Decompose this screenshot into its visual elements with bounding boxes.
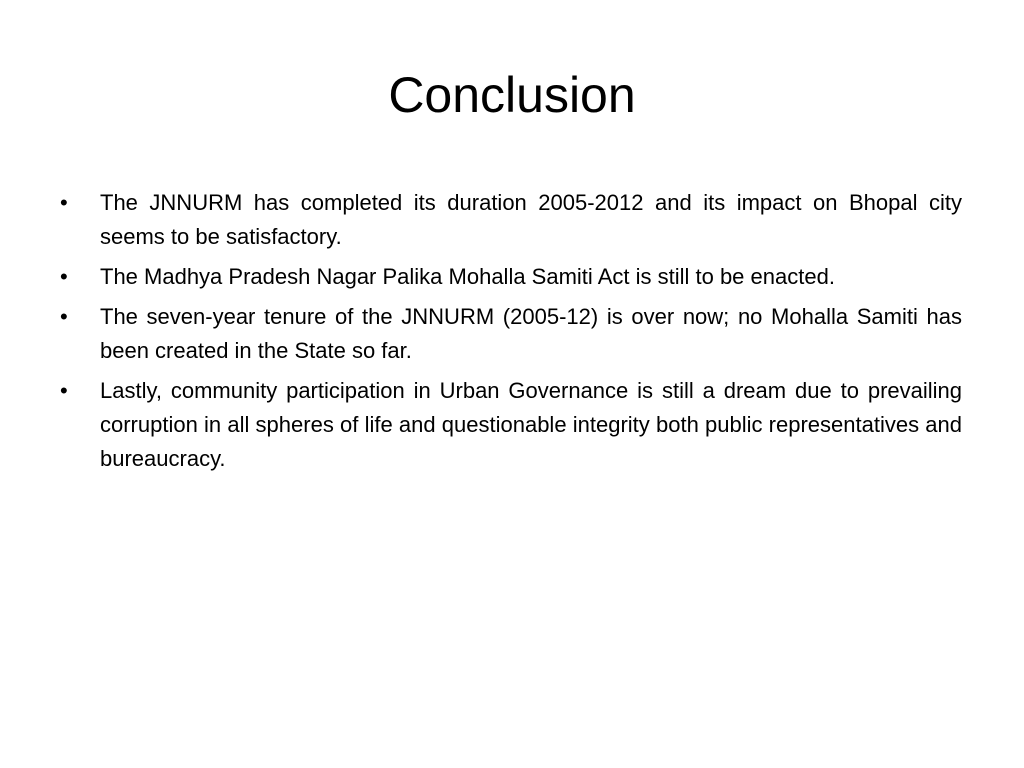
- bullet-dot-icon: •: [60, 190, 68, 215]
- bullet-text: The Madhya Pradesh Nagar Palika Mohalla Samiti Act is still to be enacted.: [100, 264, 835, 289]
- bullet-text: The seven-year tenure of the JNNURM (2005-12) is over now; no Mohalla Samiti has been created in the State so far.: [100, 304, 962, 363]
- bullet-item: [60, 186, 962, 254]
- bullet-text: The JNNURM has completed its duration 2005-2012 and its impact on Bhopal city seems to be satisfactory.: [100, 190, 962, 249]
- bullet-list: [60, 186, 962, 482]
- slide-title: Conclusion: [388, 67, 636, 123]
- bullet-dot-icon: •: [60, 304, 68, 329]
- bullet-item: [60, 260, 962, 294]
- bullet-item: [60, 300, 962, 368]
- bullet-dot-icon: •: [60, 264, 68, 289]
- bullet-dot-icon: •: [60, 378, 68, 403]
- bullet-text: Lastly, community participation in Urban Governance is still a dream due to prevailing corruption in all spheres of life and questionable integrity both public representatives and bureaucracy.: [100, 378, 962, 471]
- bullet-item: [60, 374, 962, 476]
